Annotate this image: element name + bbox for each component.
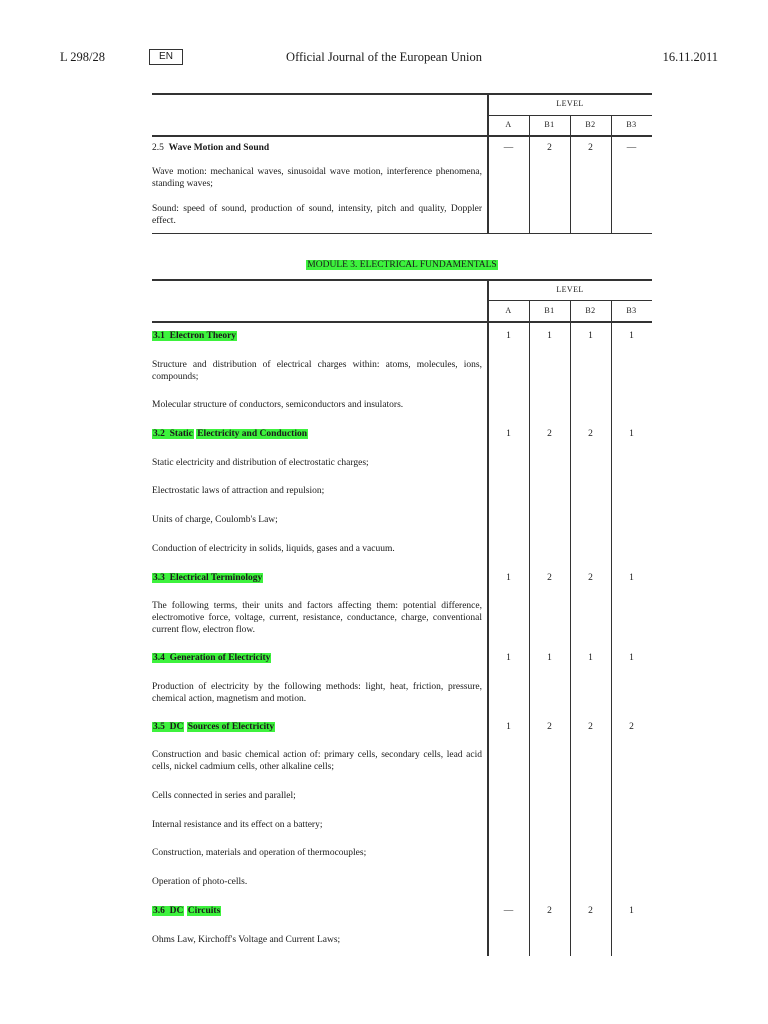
section-item: Production of electricity by the following methods: light, heat, friction, pressure, chemical action, magnetism and motion. bbox=[152, 682, 482, 704]
level-b1-value: 1 bbox=[547, 653, 552, 663]
level-b1-header: B1 bbox=[544, 120, 555, 129]
section-heading bbox=[152, 905, 221, 917]
section-heading bbox=[152, 721, 275, 733]
level-b3-value: 1 bbox=[629, 331, 634, 341]
table-rule bbox=[529, 300, 530, 956]
table-rule bbox=[529, 115, 530, 234]
section-number: 3.4 bbox=[153, 653, 165, 663]
level-b2-value: 2 bbox=[588, 573, 593, 583]
level-b3-value: 1 bbox=[629, 653, 634, 663]
level-b3-header: B3 bbox=[626, 120, 637, 129]
level-a-value: 1 bbox=[506, 331, 511, 341]
language-badge: EN bbox=[149, 49, 183, 65]
level-b1-value: 2 bbox=[547, 429, 552, 439]
level-b2-value: 1 bbox=[588, 653, 593, 663]
level-a-value: 1 bbox=[506, 573, 511, 583]
section-title: Wave Motion and Sound bbox=[168, 143, 270, 153]
section-title: DC bbox=[169, 906, 184, 916]
level-b2-value: 1 bbox=[588, 331, 593, 341]
level-a-header: A bbox=[505, 306, 512, 315]
section-item: Cells connected in series and parallel; bbox=[152, 791, 296, 801]
level-b1-value: 2 bbox=[547, 143, 552, 153]
page-reference: L 298/28 bbox=[60, 50, 106, 64]
section-item: Static electricity and distribution of electrostatic charges; bbox=[152, 458, 369, 468]
highlight bbox=[152, 906, 184, 916]
journal-title: Official Journal of the European Union bbox=[286, 50, 482, 64]
level-a-value: — bbox=[503, 143, 514, 153]
section-title: DC bbox=[169, 722, 184, 732]
table-rule bbox=[611, 300, 612, 956]
section-heading bbox=[152, 572, 263, 584]
highlight: Circuits bbox=[187, 906, 221, 916]
level-b2-header: B2 bbox=[585, 306, 596, 315]
section-title: Generation of Electricity bbox=[169, 653, 271, 663]
section-title: Electron Theory bbox=[169, 331, 237, 341]
section-item: Structure and distribution of electrical charges within: atoms, molecules, ions, compounds; bbox=[152, 360, 482, 382]
level-b1-value: 1 bbox=[547, 331, 552, 341]
section-item: Wave motion: mechanical waves, sinusoidal wave motion, interference phenomena, standing waves; bbox=[152, 167, 482, 189]
level-b2-value: 2 bbox=[588, 722, 593, 732]
highlight: Electricity and Conduction bbox=[197, 429, 307, 439]
section-heading bbox=[152, 652, 271, 664]
table-rule bbox=[570, 300, 571, 956]
table-rule bbox=[152, 321, 652, 323]
section-title: Electrical Terminology bbox=[169, 573, 263, 583]
section-item: Ohms Law, Kirchoff's Voltage and Current Laws; bbox=[152, 935, 341, 945]
section-number: 2.5 bbox=[152, 143, 164, 153]
section-item: Internal resistance and its effect on a battery; bbox=[152, 820, 323, 830]
section-heading bbox=[152, 142, 269, 154]
level-b1-value: 2 bbox=[547, 906, 552, 916]
table-rule bbox=[152, 279, 652, 281]
module-title bbox=[152, 259, 652, 271]
section-heading bbox=[152, 330, 237, 342]
level-b1-value: 2 bbox=[547, 573, 552, 583]
level-header: LEVEL bbox=[556, 285, 584, 294]
highlight bbox=[152, 429, 194, 439]
table-rule bbox=[152, 233, 652, 234]
level-b3-value: 1 bbox=[629, 429, 634, 439]
section-number: 3.1 bbox=[153, 331, 165, 341]
section-item: Sound: speed of sound, production of sound, intensity, pitch and quality, Doppler effect. bbox=[152, 204, 482, 226]
section-item: The following terms, their units and factors affecting them: potential difference, electromotive force, voltage, current, resistance, conductance, charge, conventional current flow, electron flow. bbox=[152, 601, 482, 635]
table-rule bbox=[152, 135, 652, 137]
level-a-header: A bbox=[505, 120, 512, 129]
section-item: Operation of photo-cells. bbox=[152, 877, 248, 887]
level-b2-value: 2 bbox=[588, 143, 593, 153]
highlight bbox=[152, 331, 237, 341]
section-number: 3.2 bbox=[153, 429, 165, 439]
level-b3-header: B3 bbox=[626, 306, 637, 315]
level-a-value: 1 bbox=[506, 429, 511, 439]
level-b3-value: — bbox=[626, 143, 637, 153]
table-rule bbox=[487, 279, 489, 956]
level-b3-value: 1 bbox=[629, 573, 634, 583]
section-number: 3.5 bbox=[153, 722, 165, 732]
level-b2-header: B2 bbox=[585, 120, 596, 129]
highlight: MODULE 3. ELECTRICAL FUNDAMENTALS bbox=[307, 260, 497, 270]
level-b1-header: B1 bbox=[544, 306, 555, 315]
level-b2-value: 2 bbox=[588, 429, 593, 439]
section-item: Construction and basic chemical action of: primary cells, secondary cells, lead acid cells, nickel cadmium cells, other alkaline cells; bbox=[152, 750, 482, 772]
section-item: Construction, materials and operation of thermocouples; bbox=[152, 848, 367, 858]
table-rule bbox=[611, 115, 612, 234]
highlight bbox=[152, 573, 263, 583]
level-a-value: — bbox=[503, 906, 514, 916]
section-title: Static bbox=[169, 429, 193, 439]
level-b1-value: 2 bbox=[547, 722, 552, 732]
level-b3-value: 2 bbox=[629, 722, 634, 732]
level-a-value: 1 bbox=[506, 722, 511, 732]
level-header: LEVEL bbox=[556, 99, 584, 108]
table-rule bbox=[487, 93, 489, 234]
level-b2-value: 2 bbox=[588, 906, 593, 916]
section-number: 3.6 bbox=[153, 906, 165, 916]
highlight: Sources of Electricity bbox=[187, 722, 275, 732]
publication-date: 16.11.2011 bbox=[662, 50, 718, 64]
table-rule bbox=[570, 115, 571, 234]
section-item: Units of charge, Coulomb's Law; bbox=[152, 515, 278, 525]
highlight bbox=[152, 653, 271, 663]
section-item: Electrostatic laws of attraction and repulsion; bbox=[152, 486, 325, 496]
level-b3-value: 1 bbox=[629, 906, 634, 916]
table-rule bbox=[152, 93, 652, 95]
section-heading bbox=[152, 428, 308, 440]
highlight bbox=[152, 722, 184, 732]
section-item: Conduction of electricity in solids, liquids, gases and a vacuum. bbox=[152, 544, 395, 554]
section-number: 3.3 bbox=[153, 573, 165, 583]
section-item: Molecular structure of conductors, semiconductors and insulators. bbox=[152, 400, 404, 410]
level-a-value: 1 bbox=[506, 653, 511, 663]
